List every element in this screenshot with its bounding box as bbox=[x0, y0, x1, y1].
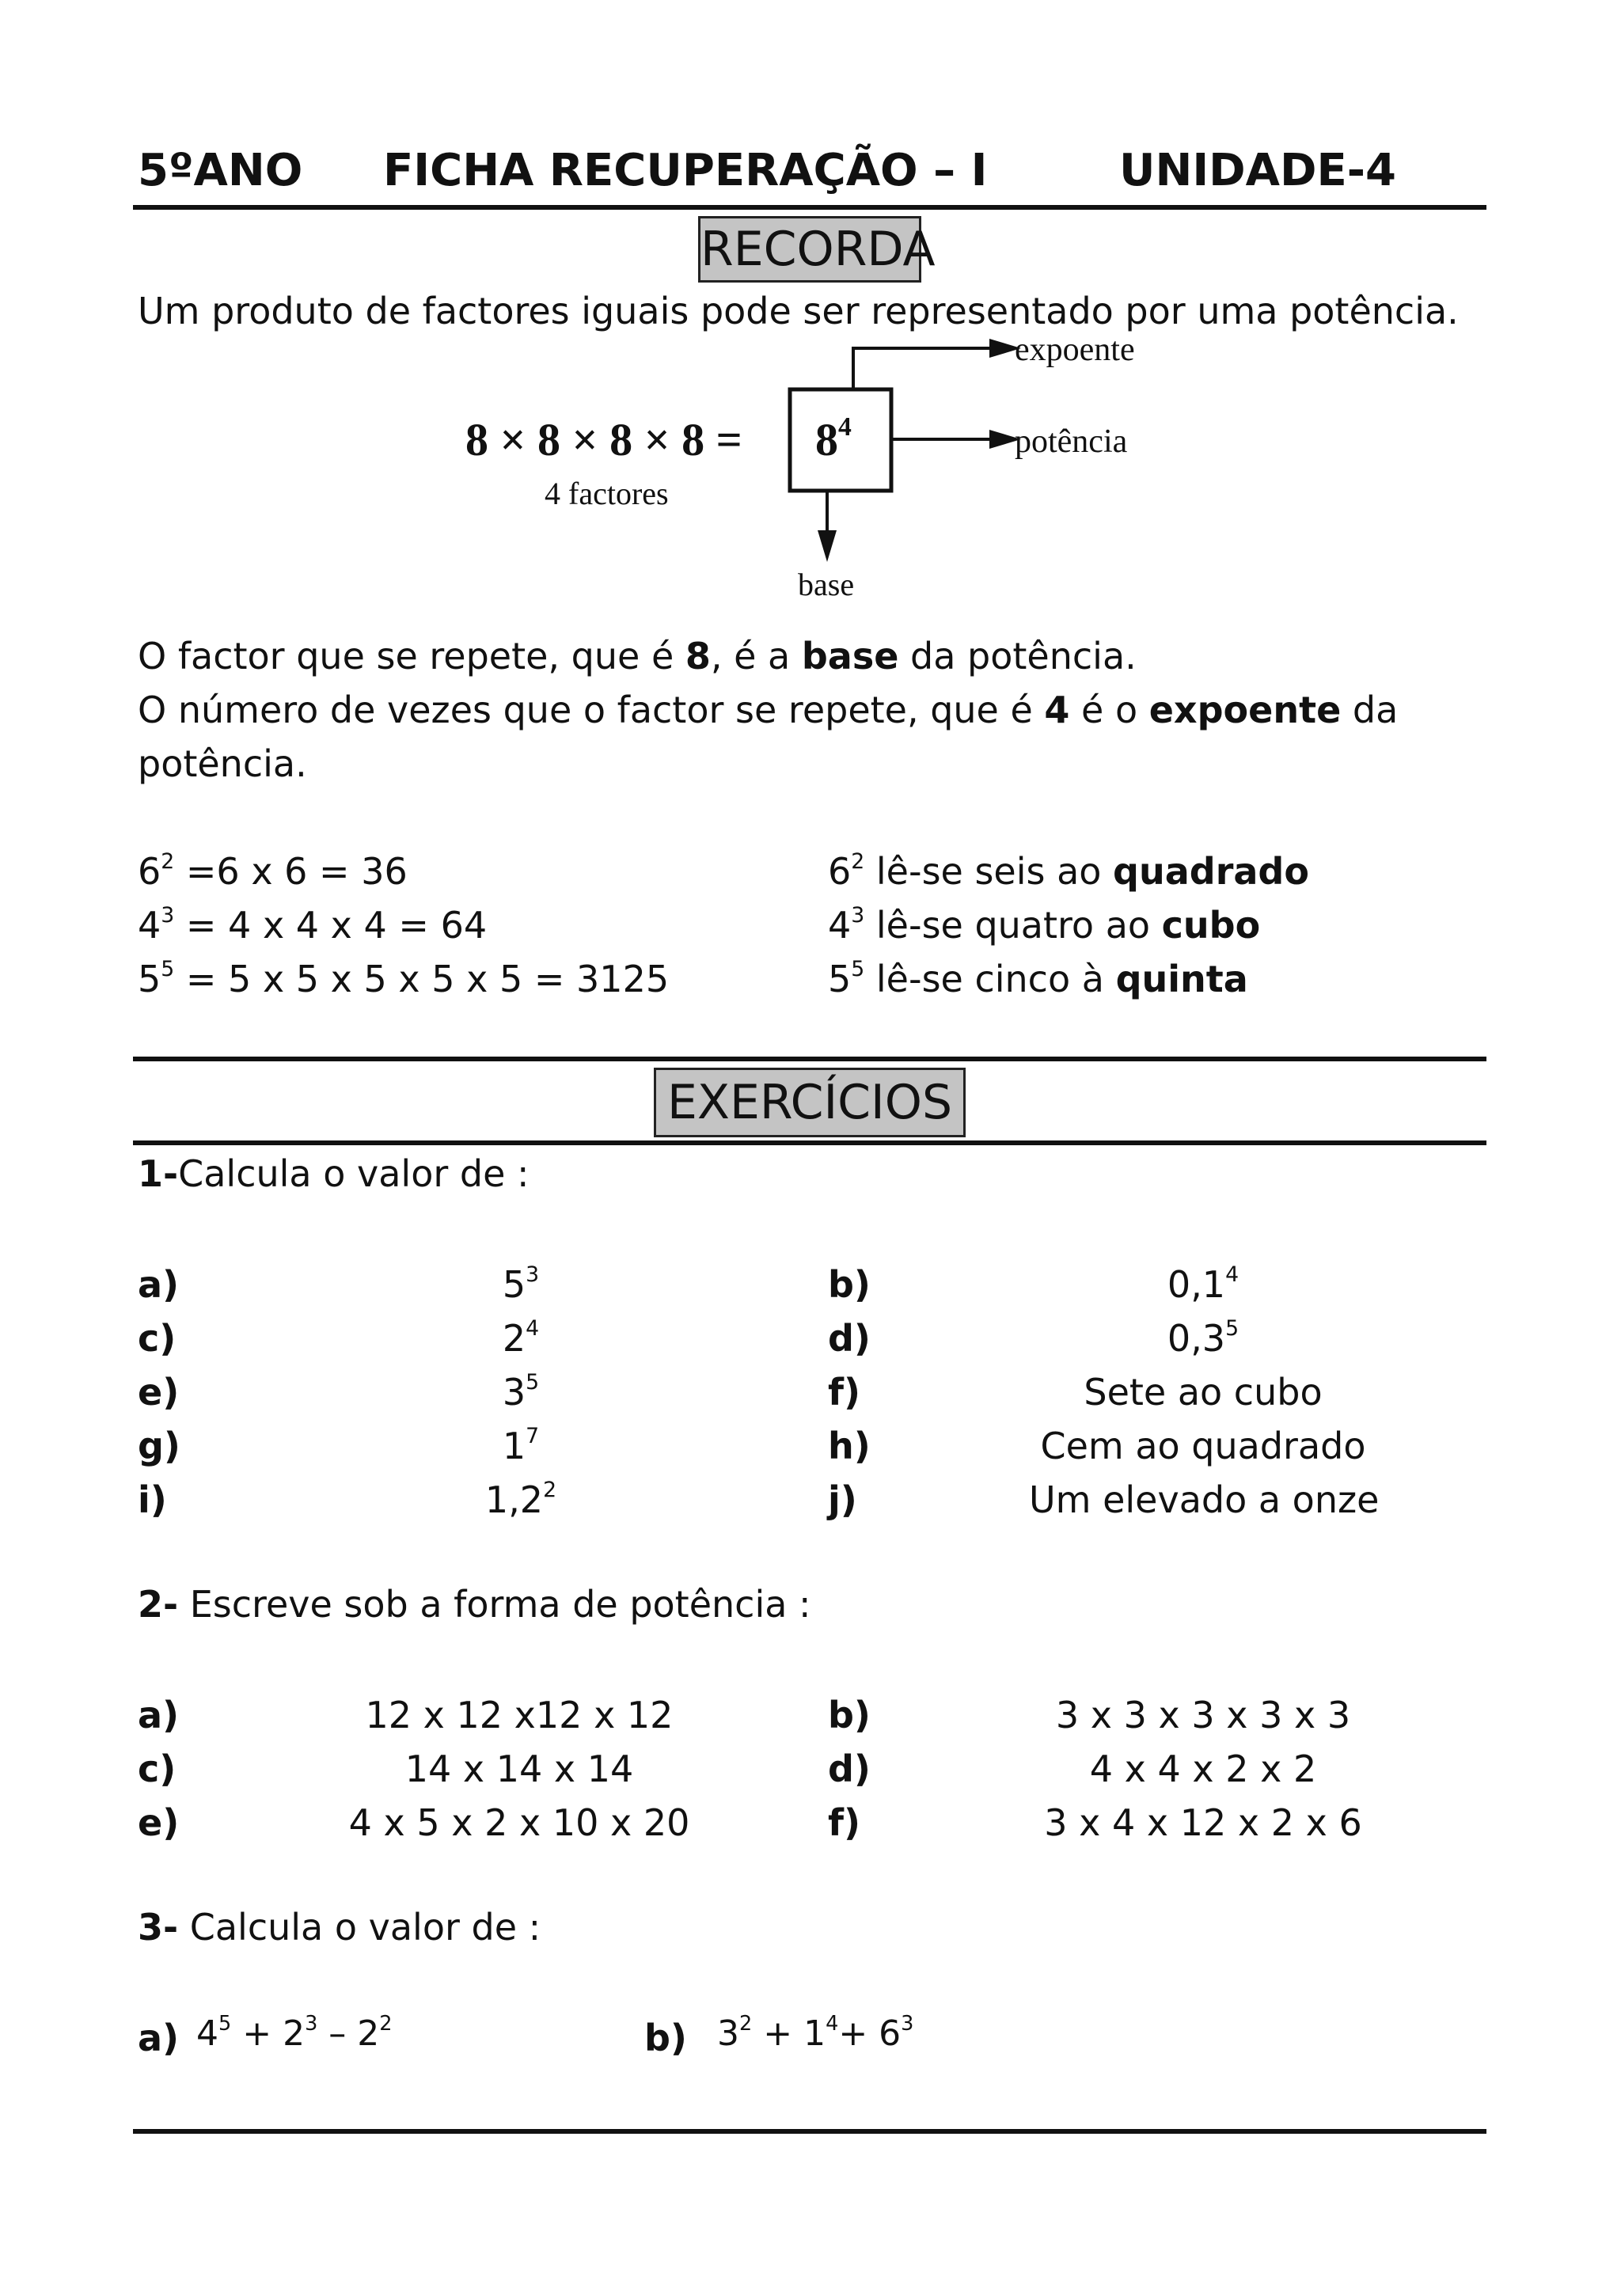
q1-value-f: Sete ao cubo bbox=[1084, 1371, 1323, 1414]
q2-value-a: 12 x 12 x12 x 12 bbox=[365, 1694, 674, 1736]
recorda-intro: Um produto de factores iguais pode ser representado por uma potência. bbox=[138, 290, 1459, 332]
q1-label-g: g) bbox=[138, 1425, 180, 1467]
q1-label-j: j) bbox=[828, 1478, 857, 1521]
question-1: 1-Calcula o valor de : bbox=[138, 1152, 530, 1195]
q3-expression-a: $4^5 + 2^3 - 2^2$ bbox=[196, 2011, 393, 2054]
example-calc-1: $6^2 =6$ x 6 = 36 bbox=[138, 849, 408, 893]
q2-label-d: d) bbox=[828, 1748, 871, 1790]
q1-label-f: f) bbox=[828, 1371, 861, 1414]
explanation-line-1: O factor que se repete, que é 8, é a base da potência. bbox=[138, 635, 1137, 677]
question-2: 2- Escreve sob a forma de potência : bbox=[138, 1583, 811, 1626]
section-divider-top bbox=[133, 1057, 1486, 1061]
q1-label-a: a) bbox=[138, 1263, 180, 1306]
diagram-factors-label: 4 factores bbox=[545, 476, 669, 511]
example-read-3: $5^5$ lê-se cinco à quinta bbox=[828, 957, 1248, 1000]
q1-value-d: $0,3^5$ bbox=[1167, 1316, 1239, 1360]
q1-label-e: e) bbox=[138, 1371, 180, 1414]
q2-value-f: 3 x 4 x 12 x 2 x 6 bbox=[1044, 1801, 1362, 1844]
q1-value-g: $1^7$ bbox=[502, 1424, 540, 1467]
q1-label-i: i) bbox=[138, 1478, 167, 1521]
explanation-line-2: O número de vezes que o factor se repete, que é 4 é o expoente da bbox=[138, 689, 1399, 731]
q1-value-e: $3^5$ bbox=[502, 1370, 540, 1414]
q3-label-a: a) bbox=[138, 2017, 180, 2059]
example-read-2: $4^3$ lê-se quatro ao cubo bbox=[828, 903, 1261, 947]
q1-value-i: $1,2^2$ bbox=[484, 1478, 557, 1521]
unit-label: UNIDADE-4 bbox=[1119, 145, 1396, 196]
q1-value-j: Um elevado a onze bbox=[1029, 1478, 1380, 1521]
q1-value-h: Cem ao quadrado bbox=[1040, 1425, 1366, 1467]
exponent-connector bbox=[853, 348, 989, 389]
q1-label-c: c) bbox=[138, 1317, 177, 1360]
question-3: 3- Calcula o valor de : bbox=[138, 1906, 541, 1949]
q2-value-d: 4 x 4 x 2 x 2 bbox=[1089, 1748, 1317, 1790]
q2-value-b: 3 x 3 x 3 x 3 x 3 bbox=[1055, 1694, 1351, 1736]
worksheet-title: FICHA RECUPERAÇÃO – I bbox=[383, 145, 988, 196]
q2-label-a: a) bbox=[138, 1694, 180, 1736]
explanation-line-3: potência. bbox=[138, 742, 307, 785]
q1-label-h: h) bbox=[828, 1425, 871, 1467]
q1-value-b: $0,1^4$ bbox=[1167, 1262, 1239, 1306]
grade-label: 5ºANO bbox=[138, 145, 303, 196]
example-calc-2: $4^3 = 4$ x 4 x 4 = 64 bbox=[138, 903, 488, 947]
footer-divider bbox=[133, 2129, 1486, 2134]
diagram-label-power: potência bbox=[1015, 423, 1128, 460]
q3-expression-b: $3^2 + 1^4+ 6^3$ bbox=[717, 2011, 914, 2054]
q1-label-d: d) bbox=[828, 1317, 871, 1360]
q2-label-c: c) bbox=[138, 1748, 177, 1790]
q1-value-c: $2^4$ bbox=[502, 1316, 540, 1360]
section-divider-bottom bbox=[133, 1140, 1486, 1145]
q2-value-c: 14 x 14 x 14 bbox=[404, 1748, 634, 1790]
example-read-1: $6^2$ lê-se seis ao quadrado bbox=[828, 849, 1309, 893]
exercicios-box: EXERCÍCIOS bbox=[654, 1068, 966, 1137]
q2-value-e: 4 x 5 x 2 x 10 x 20 bbox=[348, 1801, 690, 1844]
q1-value-a: $5^3$ bbox=[502, 1262, 540, 1306]
power-diagram bbox=[372, 324, 1243, 625]
diagram-label-exponent: expoente bbox=[1015, 332, 1135, 368]
recorda-box: RECORDA bbox=[698, 216, 921, 283]
base-arrowhead bbox=[818, 530, 837, 562]
example-calc-3: $5^5 = 5$ x 5 x 5 x 5 x 5 = 3125 bbox=[138, 957, 670, 1000]
q1-label-b: b) bbox=[828, 1263, 871, 1306]
q2-label-e: e) bbox=[138, 1801, 180, 1844]
diagram-power: $8^4$ bbox=[815, 412, 852, 465]
q2-label-b: b) bbox=[828, 1694, 871, 1736]
q2-label-f: f) bbox=[828, 1801, 861, 1844]
diagram-label-base: base bbox=[798, 567, 855, 602]
header-divider bbox=[133, 205, 1486, 210]
q3-label-b: b) bbox=[644, 2017, 687, 2059]
diagram-expression: 8 × 8 × 8 × 8 = bbox=[465, 414, 742, 465]
